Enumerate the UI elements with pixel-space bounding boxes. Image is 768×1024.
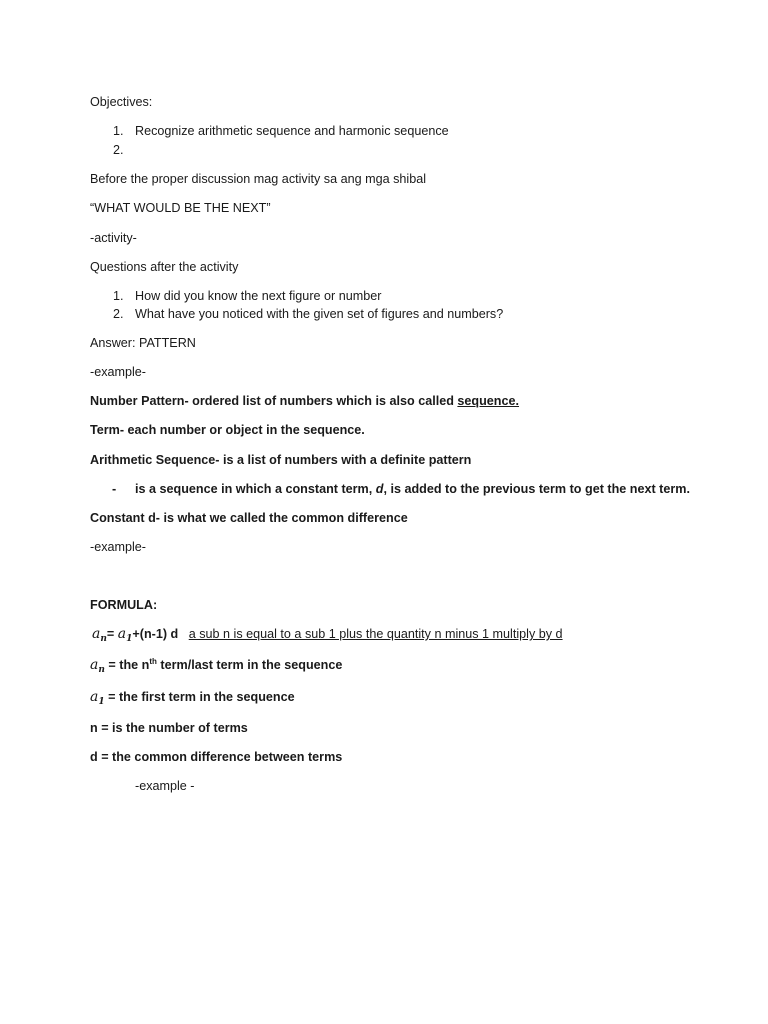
example-label-2: -example- (90, 540, 146, 554)
constant-d-definition: Constant d- is what we called the common difference (90, 511, 408, 525)
questions-heading: Questions after the activity (90, 260, 239, 274)
sequence-term: sequence. (457, 394, 520, 408)
example-label-3: -example - (135, 779, 195, 793)
variable-d: d (375, 482, 384, 496)
question-marker-1: 1. (113, 289, 124, 303)
formula-a-1: a (117, 626, 127, 642)
a1-definition (90, 689, 295, 710)
before-discussion-text: Before the proper discussion mag activity sa ang mga shibal (90, 172, 427, 186)
an-def-after: term/last term in the sequence (156, 658, 343, 672)
formula-sub-n: n (100, 634, 107, 644)
a1-def-text: = the first term in the sequence (104, 690, 295, 704)
question-item-2: What have you noticed with the given set of figures and numbers? (135, 307, 504, 321)
example-label-1: -example- (90, 365, 146, 379)
objective-marker-2: 2. (113, 143, 124, 157)
arithmetic-bullet-text (135, 481, 690, 497)
formula-a-n: a (92, 626, 101, 642)
bullet-text-before: is a sequence in which a constant term, (135, 482, 376, 496)
answer-text: Answer: PATTERN (90, 336, 196, 350)
objective-item-1: Recognize arithmetic sequence and harmonic sequence (135, 124, 449, 138)
term-definition: Term- each number or object in the sequence. (90, 423, 365, 437)
formula-tail: +(n-1) d (132, 627, 179, 641)
formula-sub-1: 1 (126, 634, 133, 644)
formula-heading: FORMULA: (90, 598, 158, 612)
bullet-text-after: , is added to the previous term to get the next term. (383, 482, 690, 496)
a1-symbol: a (90, 689, 99, 705)
an-symbol: a (90, 657, 99, 673)
bullet-dash: - (112, 482, 117, 496)
arithmetic-sequence-definition: Arithmetic Sequence- is a list of numbers with a definite pattern (90, 453, 472, 467)
an-definition (90, 657, 342, 678)
objectives-heading: Objectives: (90, 95, 153, 109)
number-pattern-definition (90, 393, 519, 409)
formula-equals: = (106, 627, 118, 641)
a1-sub: 1 (98, 697, 105, 707)
n-definition: n = is the number of terms (90, 721, 248, 735)
an-def-before: = the n (104, 658, 150, 672)
activity-label: -activity- (90, 231, 137, 245)
d-definition: d = the common difference between terms (90, 750, 343, 764)
number-pattern-text: Number Pattern- ordered list of numbers which is also called (90, 394, 458, 408)
an-def-sup: th (149, 657, 157, 666)
an-sub: n (98, 665, 105, 675)
objective-marker-1: 1. (113, 124, 124, 138)
question-marker-2: 2. (113, 307, 124, 321)
formula-spoken: a sub n is equal to a sub 1 plus the quantity n minus 1 multiply by d (188, 627, 563, 641)
formula-line (92, 626, 563, 647)
question-item-1: How did you know the next figure or number (135, 289, 382, 303)
activity-title: “WHAT WOULD BE THE NEXT” (90, 201, 271, 215)
